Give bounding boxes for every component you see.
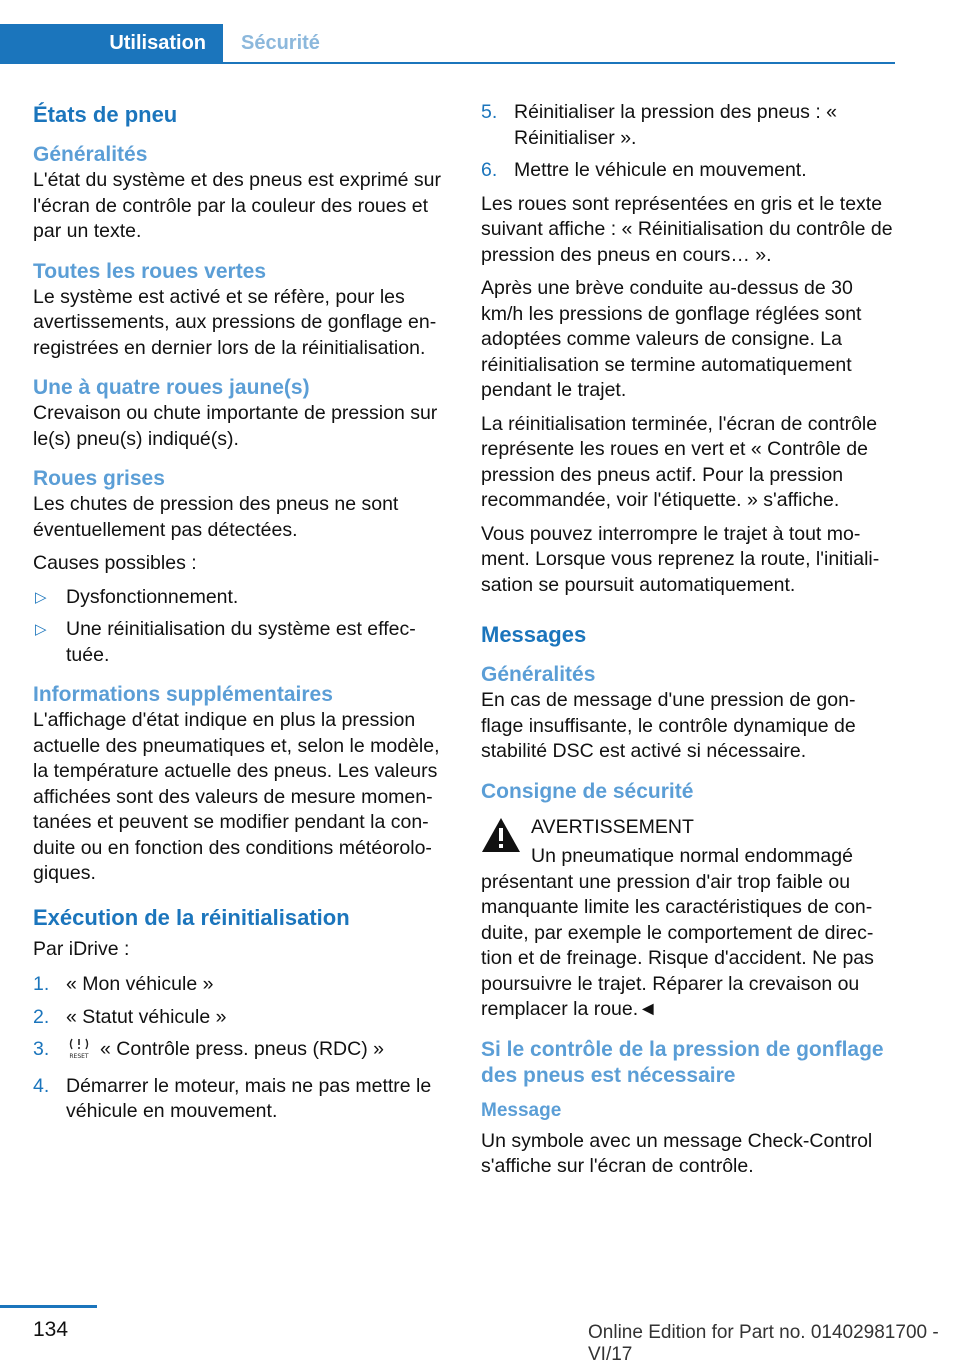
step-number: 5. — [481, 101, 498, 123]
reinit-steps — [33, 972, 451, 1125]
step-text: « Contrôle press. pneus (RDC) » — [100, 1038, 384, 1060]
header-tabs — [0, 24, 895, 64]
section-generalites — [33, 142, 451, 245]
section-messages-generalites — [481, 662, 893, 765]
section-text: Crevaison ou chute importante de pression sur le(s) pneu(s) indiqué(s). — [33, 402, 438, 450]
step-text: « Statut véhicule » — [66, 1005, 227, 1028]
warning-label: AVERTISSEMENT — [531, 815, 694, 838]
list-item — [33, 1005, 451, 1031]
causes-list — [33, 585, 451, 669]
section-title: Si le contrôle de la pression de gonflage des pneus est nécessaire — [481, 1037, 884, 1087]
section-title: Une à quatre roues jaune(s) — [33, 376, 310, 399]
section-informations — [33, 682, 451, 887]
tab-securite[interactable]: Sécurité — [241, 32, 320, 54]
paragraph: La réinitialisation terminée, l'écran de contrôle représente les roues en vert et « Contrôle de pression des pneus actif. Pour la pression recommandée, voir l'étiquette. » s'affiche. — [481, 412, 878, 511]
step-text: Démarrer le moteur, mais ne pas mettre le véhicule en mouvement. — [66, 1074, 432, 1122]
step-number: 2. — [33, 1005, 50, 1028]
right-column — [481, 100, 893, 1194]
step-number: 1. — [33, 973, 50, 995]
section-text: Les chutes de pression des pneus ne sont éventuellement pas détectées. — [33, 493, 399, 541]
triangle-bullet-icon: ▷ — [35, 588, 47, 606]
list-item — [33, 617, 451, 668]
list-item — [33, 1074, 451, 1125]
section-title: Généralités — [481, 663, 596, 686]
section-roues-vertes — [33, 259, 451, 362]
left-column — [33, 100, 451, 1133]
section-roues-grises — [33, 466, 451, 668]
list-item-text: Dysfonctionnement. — [66, 585, 239, 608]
tab-utilisation[interactable]: Utilisation — [0, 24, 223, 62]
list-item — [33, 972, 451, 998]
section-title: Généralités — [33, 143, 148, 166]
section-text: En cas de message d'une pression de gon-flage insuffisante, le contrôle dynamique de stabilité DSC est activé si nécessaire. — [481, 689, 856, 762]
list-item — [33, 1037, 451, 1067]
reinit-steps-continued — [481, 100, 893, 184]
section-title: Roues grises — [33, 467, 165, 490]
subsection-title: Message — [481, 1099, 562, 1121]
tire-reset-icon — [66, 1037, 92, 1067]
section-text: L'état du système et des pneus est exprimé sur l'écran de contrôle par la couleur des roues et par un texte. — [33, 169, 442, 242]
warning-triangle-icon — [481, 817, 521, 861]
step-number: 3. — [33, 1038, 50, 1060]
paragraph: Après une brève conduite au-dessus de 30 km/h les pressions de gonflage réglées sont adoptées comme valeurs de consigne. La réinitialisation se termine automatiquement pendant le trajet. — [481, 277, 862, 401]
section-reinitialisation-title: Exécution de la réinitialisation — [33, 904, 350, 930]
page-number: 134 — [33, 1318, 69, 1341]
reinit-intro: Par iDrive : — [33, 937, 130, 960]
page-title: États de pneu — [33, 102, 178, 127]
svg-text:RESET: RESET — [69, 1053, 89, 1059]
section-text: L'affichage d'état indique en plus la pression actuelle des pneumatiques et, selon le modèle, la température actuelle des pneus. Les valeurs affichées sont des valeurs de mesure momen-tanées et peuvent se modifier pendant la con-duite ou en fonction des conditions météorolo-giques. — [33, 709, 440, 884]
step-number: 4. — [33, 1074, 50, 1097]
triangle-bullet-icon: ▷ — [35, 621, 47, 638]
step-text: Mettre le véhicule en mouvement. — [514, 159, 807, 181]
step-text: « Mon véhicule » — [66, 973, 214, 995]
section-text: Le système est activé et se réfère, pour les avertissements, aux pressions de gonflage en-registrées en dernier lors de la réinitialisation. — [33, 285, 437, 359]
footer-rule — [0, 1305, 97, 1308]
list-item — [481, 100, 893, 151]
section-text: Un symbole avec un message Check-Control s'affiche sur l'écran de contrôle. — [481, 1129, 873, 1177]
list-item — [481, 158, 893, 184]
section-title: Informations supplémentaires — [33, 683, 333, 706]
step-text: Réinitialiser la pression des pneus : « Réinitialiser ». — [514, 101, 838, 149]
paragraph: Les roues sont représentées en gris et le texte suivant affiche : « Réinitialisation du contrôle de pression des pneus en cours… ». — [481, 192, 893, 266]
list-item-text: Une réinitialisation du système est effec-tuée. — [66, 618, 416, 666]
section-consigne-securite — [481, 779, 893, 1023]
list-item — [33, 585, 451, 611]
section-messages-title: Messages — [481, 622, 587, 647]
section-title: Toutes les roues vertes — [33, 259, 267, 283]
warning-box — [481, 815, 893, 841]
step-number: 6. — [481, 159, 498, 181]
paragraph: Vous pouvez interrompre le trajet à tout mo-ment. Lorsque vous reprenez la route, l'initiali-sation se poursuit automatiquement. — [481, 522, 880, 596]
section-title: Consigne de sécurité — [481, 779, 694, 803]
section-roues-jaunes — [33, 375, 451, 452]
section-controle-necessaire — [481, 1037, 893, 1180]
warning-text: Un pneumatique normal endommagé présentant une pression d'air trop faible ou manquante limite les caractéristiques de con-duite, par exemple le comportement de direc-tion et de freinage. Risque d'accident. Ne pas poursuivre le trajet. Réparer la crevaison ou remplacer la roue.◄ — [481, 845, 874, 1020]
edition-note: Online Edition for Part no. 01402981700 - VI/17 — [588, 1322, 939, 1365]
causes-label: Causes possibles : — [33, 552, 197, 574]
